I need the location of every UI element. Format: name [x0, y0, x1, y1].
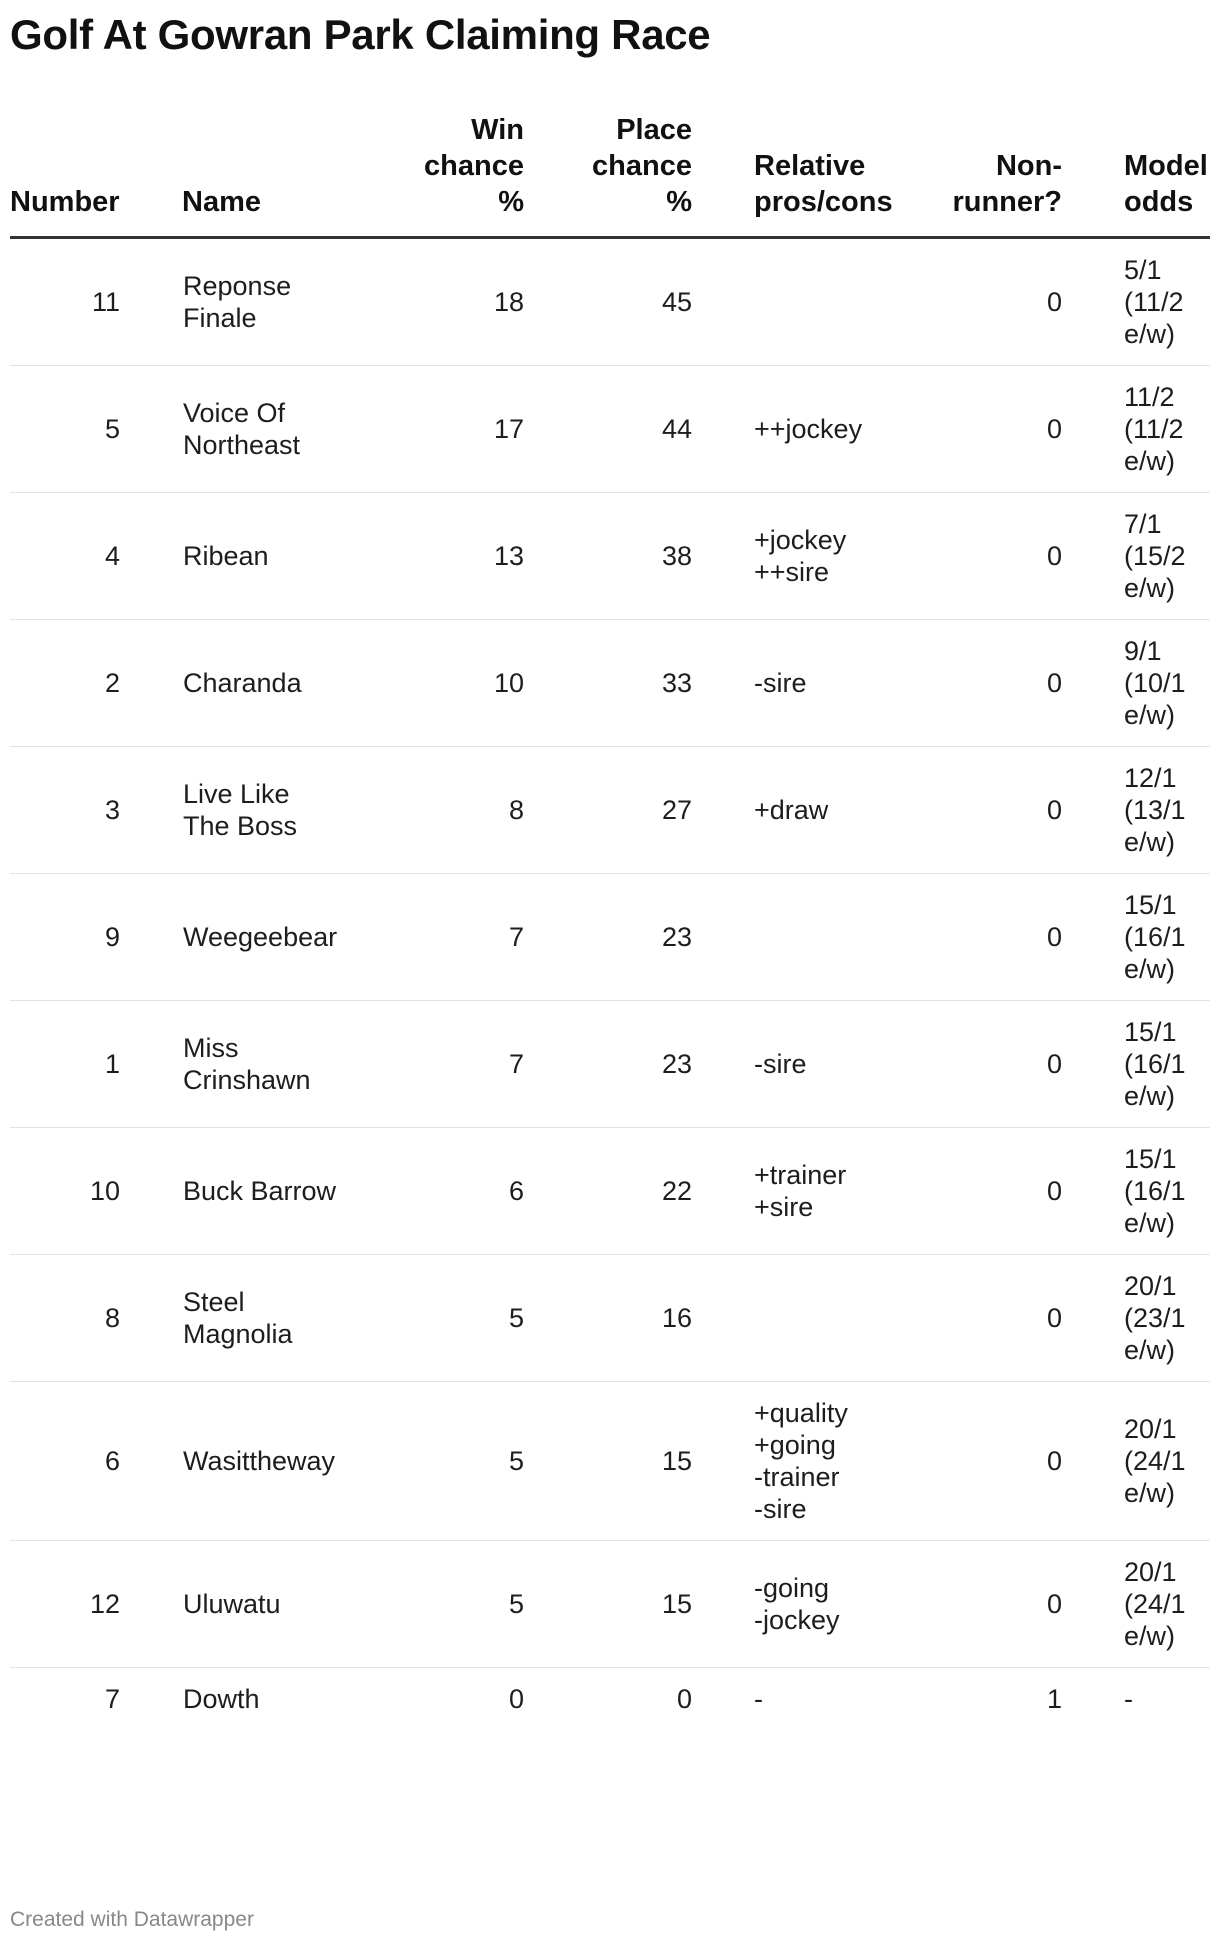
table-body	[10, 238, 1210, 1731]
cell-relative-pros-cons	[692, 1255, 914, 1382]
cell-relative-pros-cons: -going -jockey	[692, 1541, 914, 1668]
cell-non-runner: 0	[914, 1255, 1062, 1382]
cell-model-odds: -	[1124, 1684, 1133, 1714]
cell-non-runner: 0	[914, 1382, 1062, 1541]
cell-relative-pros-cons: -sire	[692, 1001, 914, 1128]
cell-name: Voice Of Northeast	[182, 366, 362, 493]
column-header-non-runner[interactable]: Non- runner?	[914, 112, 1062, 238]
table-row	[10, 238, 1210, 366]
data-table	[10, 112, 1210, 1730]
cell-win-chance: 8	[362, 747, 524, 874]
cell-place-chance: 33	[524, 620, 692, 747]
cell-win-chance: 5	[362, 1255, 524, 1382]
table-row	[10, 1668, 1210, 1731]
cell-name: Live Like The Boss	[182, 747, 362, 874]
chart-title: Golf At Gowran Park Claiming Race	[10, 11, 711, 58]
header-row	[10, 112, 1210, 238]
cell-number: 8	[10, 1255, 182, 1382]
cell-model-odds: 20/1 (24/1 e/w)	[1062, 1382, 1210, 1541]
cell-win-chance: 7	[362, 1001, 524, 1128]
cell-name: Charanda	[182, 620, 362, 747]
cell-number: 11	[10, 238, 182, 366]
cell-number: 2	[10, 620, 182, 747]
cell-non-runner: 0	[914, 747, 1062, 874]
cell-number: 6	[10, 1382, 182, 1541]
cell-model-odds: 7/1 (15/2 e/w)	[1062, 493, 1210, 620]
cell-model-odds: 20/1 (24/1 e/w)	[1062, 1541, 1210, 1668]
cell-win-chance: 17	[362, 366, 524, 493]
table-row	[10, 493, 1210, 620]
column-header-name[interactable]: Name	[182, 112, 362, 238]
cell-relative-pros-cons: -sire	[692, 620, 914, 747]
cell-place-chance: 45	[524, 238, 692, 366]
table-row	[10, 1541, 1210, 1668]
column-header-win-chance[interactable]: Win chance %	[362, 112, 524, 238]
cell-non-runner: 0	[914, 238, 1062, 366]
cell-place-chance: 44	[524, 366, 692, 493]
cell-place-chance: 15	[524, 1382, 692, 1541]
cell-model-odds: 15/1 (16/1 e/w)	[1062, 874, 1210, 1001]
cell-name: Wasittheway	[182, 1382, 362, 1541]
cell-number: 12	[10, 1541, 182, 1668]
cell-place-chance: 23	[524, 874, 692, 1001]
table-row	[10, 747, 1210, 874]
cell-non-runner: 0	[914, 1541, 1062, 1668]
cell-relative-pros-cons	[692, 238, 914, 366]
cell-name: Uluwatu	[182, 1541, 362, 1668]
table-row	[10, 620, 1210, 747]
cell-non-runner: 0	[914, 1001, 1062, 1128]
cell-place-chance: 27	[524, 747, 692, 874]
column-header-place-chance[interactable]: Place chance %	[524, 112, 692, 238]
cell-relative-pros-cons: +trainer +sire	[692, 1128, 914, 1255]
column-header-number[interactable]: Number	[10, 112, 182, 238]
cell-relative-pros-cons: +draw	[692, 747, 914, 874]
table-row	[10, 1001, 1210, 1128]
cell-non-runner: 1	[1046, 1684, 1062, 1714]
cell-name: Buck Barrow	[182, 1128, 362, 1255]
cell-name: Ribean	[182, 493, 362, 620]
footer-credit: Created with Datawrapper	[10, 1908, 254, 1931]
cell-model-odds: 15/1 (16/1 e/w)	[1062, 1128, 1210, 1255]
cell-number: 10	[10, 1128, 182, 1255]
cell-non-runner: 0	[914, 493, 1062, 620]
cell-win-chance: 6	[362, 1128, 524, 1255]
cell-non-runner: 0	[914, 366, 1062, 493]
cell-place-chance: 15	[524, 1541, 692, 1668]
cell-place-chance: 23	[524, 1001, 692, 1128]
cell-win-chance: 13	[362, 493, 524, 620]
cell-win-chance: 7	[362, 874, 524, 1001]
cell-win-chance: 5	[362, 1382, 524, 1541]
cell-name: Weegeebear	[182, 874, 362, 1001]
table-row	[10, 366, 1210, 493]
cell-relative-pros-cons: -	[754, 1684, 763, 1714]
cell-name: Reponse Finale	[182, 238, 362, 366]
cell-relative-pros-cons	[692, 874, 914, 1001]
cell-non-runner: 0	[914, 620, 1062, 747]
table-row	[10, 1255, 1210, 1382]
cell-number: 1	[10, 1001, 182, 1128]
cell-place-chance: 22	[524, 1128, 692, 1255]
cell-win-chance: 10	[362, 620, 524, 747]
cell-model-odds: 5/1 (11/2 e/w)	[1062, 238, 1210, 366]
cell-win-chance: 5	[362, 1541, 524, 1668]
column-header-relative-pros-cons[interactable]: Relative pros/cons	[692, 112, 914, 238]
cell-win-chance: 18	[362, 238, 524, 366]
cell-model-odds: 9/1 (10/1 e/w)	[1062, 620, 1210, 747]
cell-name: Dowth	[183, 1684, 260, 1714]
cell-name: Steel Magnolia	[182, 1255, 362, 1382]
cell-place-chance: 38	[524, 493, 692, 620]
table-row	[10, 1128, 1210, 1255]
cell-place-chance: 16	[524, 1255, 692, 1382]
cell-relative-pros-cons: +quality +going -trainer -sire	[692, 1382, 914, 1541]
cell-number: 7	[104, 1684, 120, 1714]
cell-number: 9	[10, 874, 182, 1001]
cell-model-odds: 12/1 (13/1 e/w)	[1062, 747, 1210, 874]
cell-number: 3	[10, 747, 182, 874]
cell-relative-pros-cons: ++jockey	[692, 366, 914, 493]
cell-model-odds: 15/1 (16/1 e/w)	[1062, 1001, 1210, 1128]
cell-non-runner: 0	[914, 874, 1062, 1001]
cell-number: 4	[10, 493, 182, 620]
cell-place-chance: 0	[676, 1684, 692, 1714]
cell-win-chance: 0	[508, 1684, 524, 1714]
cell-model-odds: 20/1 (23/1 e/w)	[1062, 1255, 1210, 1382]
column-header-model-odds[interactable]: Model odds	[1062, 112, 1210, 238]
table-row	[10, 874, 1210, 1001]
cell-model-odds: 11/2 (11/2 e/w)	[1062, 366, 1210, 493]
cell-relative-pros-cons: +jockey ++sire	[692, 493, 914, 620]
cell-non-runner: 0	[914, 1128, 1062, 1255]
cell-name: Miss Crinshawn	[182, 1001, 362, 1128]
cell-number: 5	[10, 366, 182, 493]
table-row	[10, 1382, 1210, 1541]
